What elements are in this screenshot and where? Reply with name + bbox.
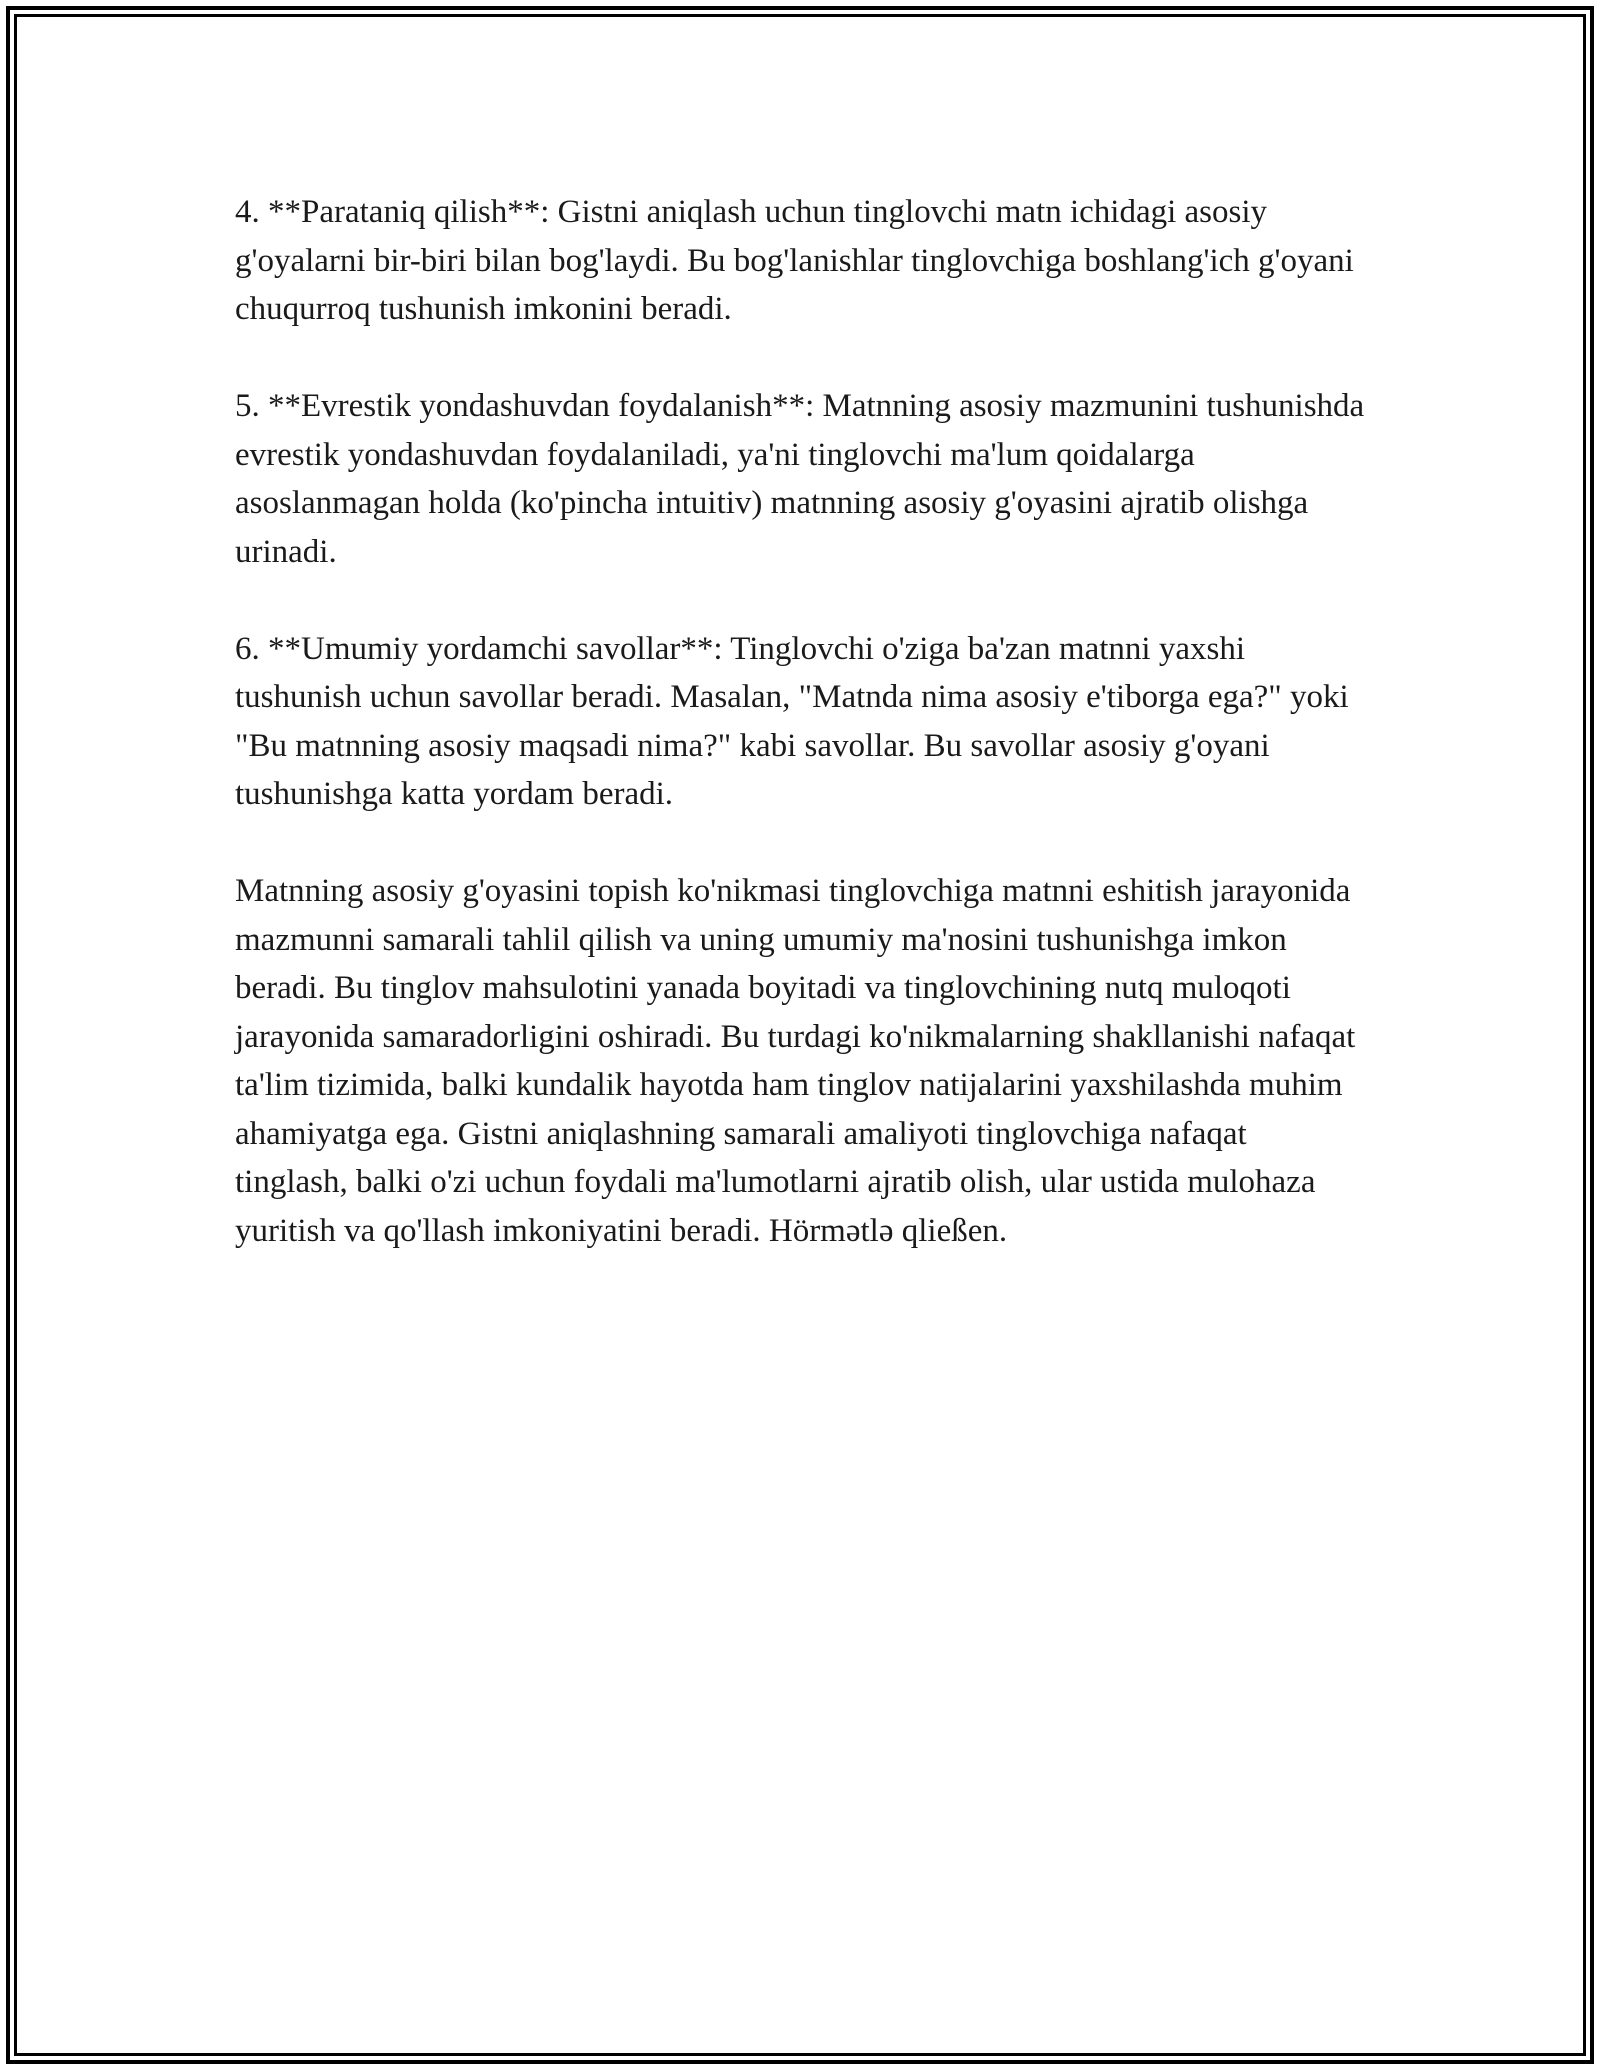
document-body xyxy=(235,188,1365,1304)
paragraph-item-4: 4. **Parataniq qilish**: Gistni aniqlash uchun tinglovchi matn ichidagi asosiy g'oyalarni bir-biri bilan bog'laydi. Bu bog'lanishlar tinglovchiga boshlang'ich g'oyani chuqurroq tushunish imkonini beradi. xyxy=(235,194,1354,327)
paragraph-item-5: 5. **Evrestik yondashuvdan foydalanish**: Matnning asosiy mazmunini tushunishda evrestik yondashuvdan foydalaniladi, ya'ni tinglovchi ma'lum qoidalarga asoslanmagan holda (ko'pincha intuitiv) matnning asosiy g'oyasini ajratib olishga urinadi. xyxy=(235,388,1365,570)
paragraph-conclusion: Matnning asosiy g'oyasini topish ko'nikmasi tinglovchiga matnni eshitish jarayonida mazmunni samarali tahlil qilish va uning umumiy ma'nosini tushunishga imkon beradi. Bu tinglov mahsulotini yanada boyitadi va tinglovchining nutq muloqoti jarayonida samaradorligini oshiradi. Bu turdagi ko'nikmalarning shakllanishi nafaqat ta'lim tizimida, balki kundalik hayotda ham tinglov natijalarini yaxshilashda muhim ahamiyatga ega. Gistni aniqlashning samarali amaliyoti tinglovchiga nafaqat tinglash, balki o'zi uchun foydali ma'lumotlarni ajratib olish, ular ustida mulohaza yuritish va qo'llash imkoniyatini beradi. Hörmətlə qließen. xyxy=(235,873,1356,1249)
paragraph-item-6: 6. **Umumiy yordamchi savollar**: Tinglovchi o'ziga ba'zan matnni yaxshi tushunish uchun savollar beradi. Masalan, "Matnda nima asosiy e'tiborga ega?" yoki "Bu matnning asosiy maqsadi nima?" kabi savollar. Bu savollar asosiy g'oyani tushunishga katta yordam beradi. xyxy=(235,630,1349,812)
